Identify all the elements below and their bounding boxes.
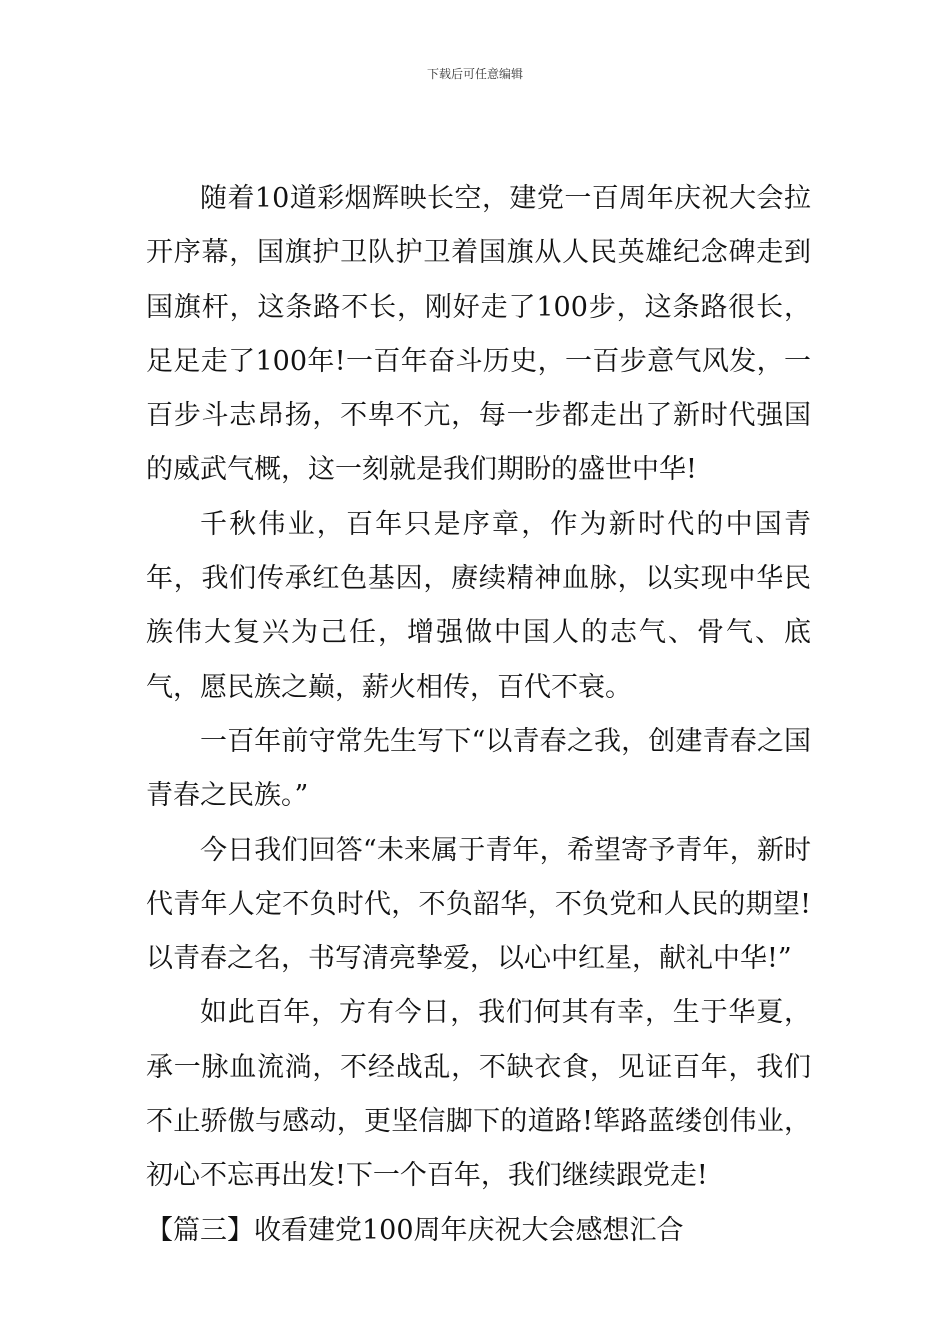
paragraph: 千秋伟业，百年只是序章，作为新时代的中国青年，我们传承红色基因，赓续精神血脉，以实现中华民族伟大复兴为己任，增强做中国人的志气、骨气、底气，愿民族之巅，薪火相传，百代不衰。	[146, 508, 811, 703]
paragraph: 如此百年，方有今日，我们何其有幸，生于华夏，承一脉血流淌，不经战乱，不缺衣食，见证百年，我们不止骄傲与感动，更坚信脚下的道路!筚路蓝缕创伟业，初心不忘再出发!下一个百年，我们继续跟党走!	[146, 997, 811, 1192]
section-heading: 【篇三】收看建党100周年庆祝大会感想汇合	[146, 1214, 684, 1246]
page-header: 下载后可任意编辑	[426, 67, 523, 81]
paragraph: 随着10道彩烟辉映长空，建党一百周年庆祝大会拉开序幕，国旗护卫队护卫着国旗从人民英雄纪念碑走到国旗杆，这条路不长，刚好走了100步，这条路很长，足足走了100年!一百年奋斗历史，一百步意气风发，一百步斗志昂扬，不卑不亢，每一步都走出了新时代强国的威武气概，这一刻就是我们期盼的盛世中华!	[146, 183, 811, 486]
document-body	[146, 172, 811, 1258]
paragraph: 一百年前守常先生写下“以青春之我，创建青春之国青春之民族。”	[146, 725, 811, 812]
paragraph: 今日我们回答“未来属于青年，希望寄予青年，新时代青年人定不负时代，不负韶华，不负党和人民的期望!以青春之名，书写清亮挚爱，以心中红星，献礼中华!”	[146, 834, 811, 975]
